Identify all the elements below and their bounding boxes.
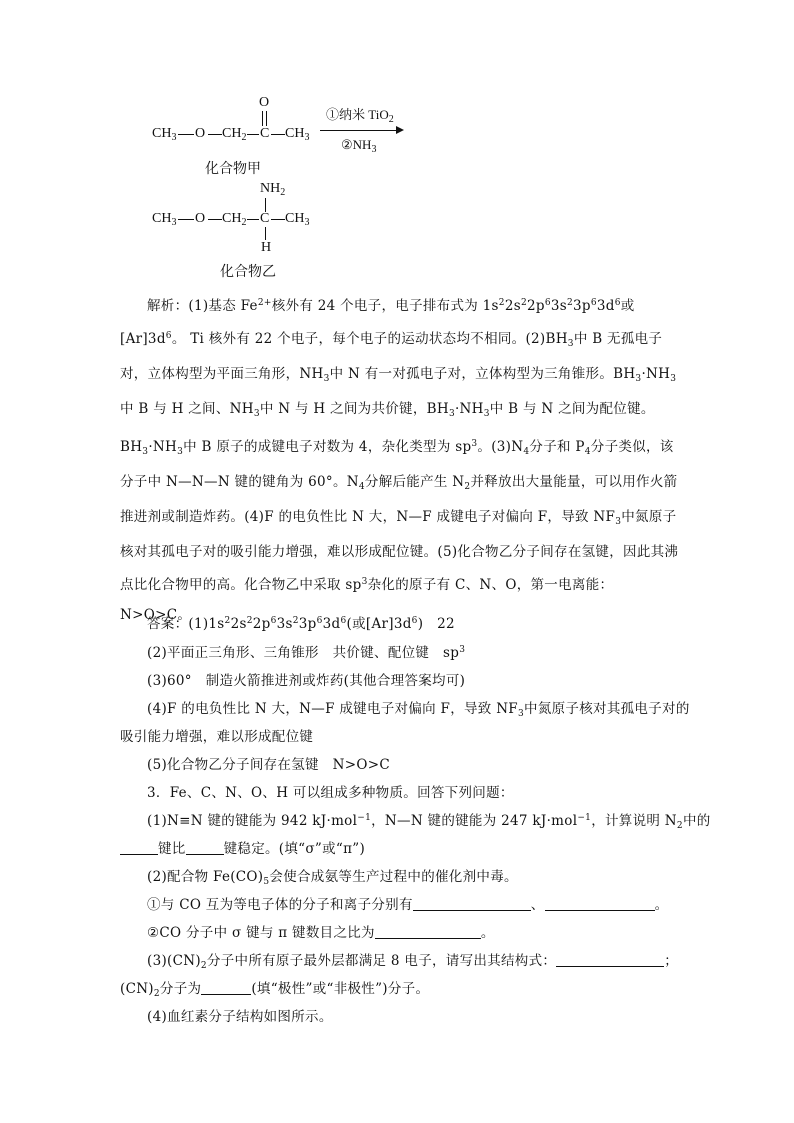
question-3-2-1: ①与 CO 互为等电子体的分子和离子分别有 、 。	[147, 897, 669, 913]
isoelectronic-ion-blank[interactable]	[545, 896, 655, 911]
polarity-blank[interactable]	[201, 980, 251, 995]
answer-4-cont: 吸引能力增强，难以形成配位键	[120, 729, 314, 745]
carbonyl-oxygen: O	[259, 95, 270, 110]
question-3-3-cont: $(CN)_2$分子为 (填“极性”或“非极性”)分子。	[120, 981, 430, 999]
sigma-pi-blank-2[interactable]	[186, 840, 224, 855]
question-3-stem: 3．Fe、C、N、O、H 可以组成多种物质。回答下列问题：	[147, 785, 514, 801]
analysis-paragraph: 解析：(1)基态 $Fe^{2+}$核外有 24 个电子，电子排布式为 $1s^22s^22p^63s^23p^63d^6$或$[Ar]3d^6$。 Ti 核外有 22 个电子，每个电子的运动状态均不相同。$(2)BH_3$中 B 无孤电子对，立体构型为平面三角形，$NH_3$中 N 有一对孤电子对，立体构型为三角锥形。$BH_3\cdot NH_3$中 B 与 H 之间、$NH_3$中 N 与 H 之间为共价键，$BH_3\cdot NH_3$中 B 与 N 之间为配位键。$BH_3\cdot NH_3$中 B 原子的成键电子对数为 4，杂化类型为 $sp^3$。$(3)N_4$分子和 $P_4$分子类似，该分子中 N—N—N 键的键角为 60°。$N_4$分解后能产生 $N_2$并释放出大量能量，可以用作火箭推进剂或制造炸药。(4)F 的电负性比 N 大，N—F 成键电子对偏向 F，导致 $NF_3$中氮原子核对其孤电子对的吸引能力增强，难以形成配位键。(5)化合物乙分子间存在氢键，因此其沸点比化合物甲的高。化合物乙中采取 $sp^3$杂化的原子有 C、N、O，第一电离能：N>O>C。	[120, 298, 679, 623]
question-3-3: $(3)(CN)_2$分子中所有原子最外层都满足 8 电子，请写出其结构式： ；	[147, 953, 679, 971]
hydrogen-atom: H	[261, 240, 272, 255]
question-3-1-cont: 键比 键稳定。(填“σ”或“π”)	[120, 837, 365, 857]
question-3-1: (1)N≡N 键的键能为 942 kJ·mol$^{-1}$，N—N 键的键能为 247 kJ·mol$^{-1}$，计算说明 $N_2$中的	[147, 813, 711, 831]
question-3-2-2: ②CO 分子中 σ 键与 π 键数目之比为 。	[147, 925, 495, 941]
bond-ratio-blank[interactable]	[375, 924, 481, 939]
question-3-4: (4)血红素分子结构如图所示。	[147, 1009, 333, 1025]
answer-2: (2)平面正三角形、三角锥形 共价键、配位键 $sp^3$	[147, 645, 466, 661]
compound-b-label: 化合物乙	[220, 264, 276, 280]
reagent-2: $②NH_3$	[341, 137, 377, 155]
isoelectronic-molecule-blank[interactable]	[413, 896, 531, 911]
structural-formula-blank[interactable]	[556, 952, 664, 967]
answer-3: (3)60° 制造火箭推进剂或炸药(其他合理答案均可)	[147, 673, 466, 689]
answer-4: (4)F 的电负性比 N 大，N—F 成键电子对偏向 F，导致 $NF_3$中氮原子核对其孤电子对的	[147, 701, 690, 719]
reaction-arrow	[320, 130, 400, 131]
arrow-head-icon	[396, 126, 404, 134]
sigma-pi-blank-1[interactable]	[120, 840, 158, 855]
compound-a-structure: O $CH_3$ O $CH_2$ C $CH_3$ ①纳米 TiO$_2$ $②NH_3$ 化合物甲 $NH_2$ $CH_3$ O $CH_2$ C $CH_3$ H 化合物乙	[0, 0, 794, 300]
answer-1: 答案：$(1)1s^22s^22p^63s^23p^63d^6$(或$[Ar]3d^6$) 22	[147, 616, 455, 632]
question-3-2: (2)配合物 $Fe(CO)_5$会使合成氨等生产过程中的催化剂中毒。	[147, 869, 518, 887]
compound-a-label: 化合物甲	[205, 161, 261, 177]
answer-5: (5)化合物乙分子间存在氢键 N>O>C	[147, 757, 390, 773]
reagent-1: ①纳米 TiO$_2$	[326, 107, 394, 125]
amino-group: $NH_2$	[260, 181, 286, 198]
